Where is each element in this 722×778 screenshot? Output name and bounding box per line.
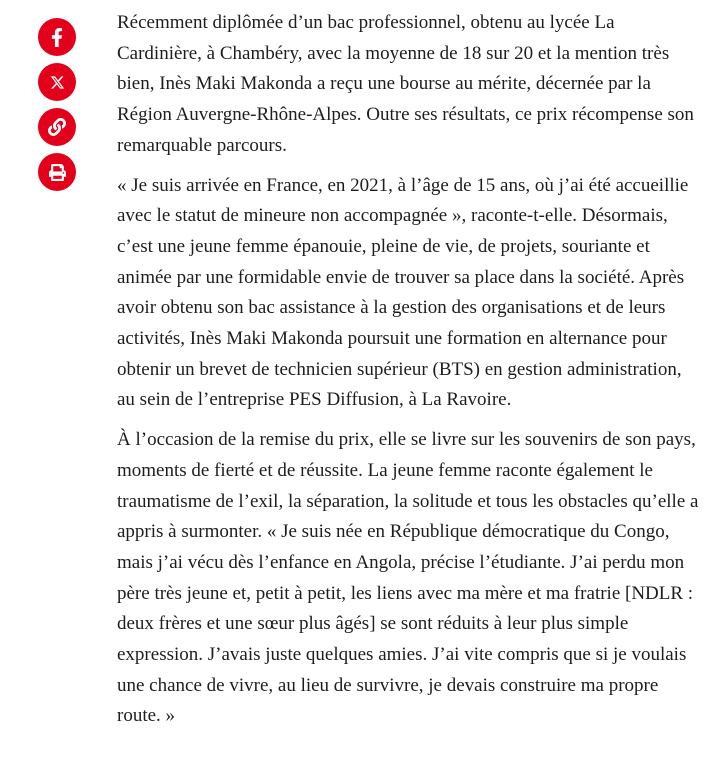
article-paragraph-1: Récemment diplômée d’un bac professionnel, obtenu au lycée La Cardinière, à Chambéry, avec la moyenne de 18 sur 20 et la mention très bien, Inès Maki Makonda a reçu une bourse au mérite, décernée par la Région Auvergne-Rhône-Alpes. Outre ses résultats, ce prix récompense son remarquable parcours. [117, 12, 694, 156]
share-print-button[interactable] [38, 153, 76, 191]
print-icon [49, 164, 66, 181]
share-facebook-button[interactable] [38, 18, 76, 56]
article-paragraph-3: À l’occasion de la remise du prix, elle se livre sur les souvenirs de son pays, moments de fierté et de réussite. La jeune femme raconte également le traumatisme de l’exil, la séparation, la solitude et tous les obstacles qu’elle a appris à surmonter. « Je suis née en République démocratique du Congo, mais j’ai vécu dès l’enfance en Angola, précise l’étudiante. J’ai perdu mon père très jeune et, petit à petit, les liens avec ma mère et ma fratrie [NDLR : deux frères et une sœur plus âgés] se sont réduits à leur plus simple expression. J’avais juste quelques amies. J’ai vite compris que si je voulais une chance de vivre, au lieu de survivre, je devais construire ma propre route. » [117, 429, 699, 727]
article-paragraph-2: « Je suis arrivée en France, en 2021, à l’âge de 15 ans, où j’ai été accueillie avec le statut de mineure non accompagnée », raconte-t-elle. Désormais, c’est une jeune femme épanouie, pleine de vie, de projets, souriante et animée par une formidable envie de trouver sa place dans la société. Après avoir obtenu son bac assistance à la gestion des organisations et de leurs activités, Inès Maki Makonda poursuit une formation en alternance pour obtenir un brevet de technicien supérieur (BTS) en gestion administration, au sein de l’entreprise PES Diffusion, à La Ravoire. [117, 174, 689, 411]
facebook-icon [51, 28, 63, 47]
share-copy-link-button[interactable] [38, 108, 76, 146]
copy-link-icon [48, 118, 66, 136]
share-x-twitter-button[interactable] [38, 63, 76, 101]
article-body [117, 0, 702, 741]
x-twitter-icon [50, 75, 65, 90]
share-toolbar [38, 0, 76, 191]
